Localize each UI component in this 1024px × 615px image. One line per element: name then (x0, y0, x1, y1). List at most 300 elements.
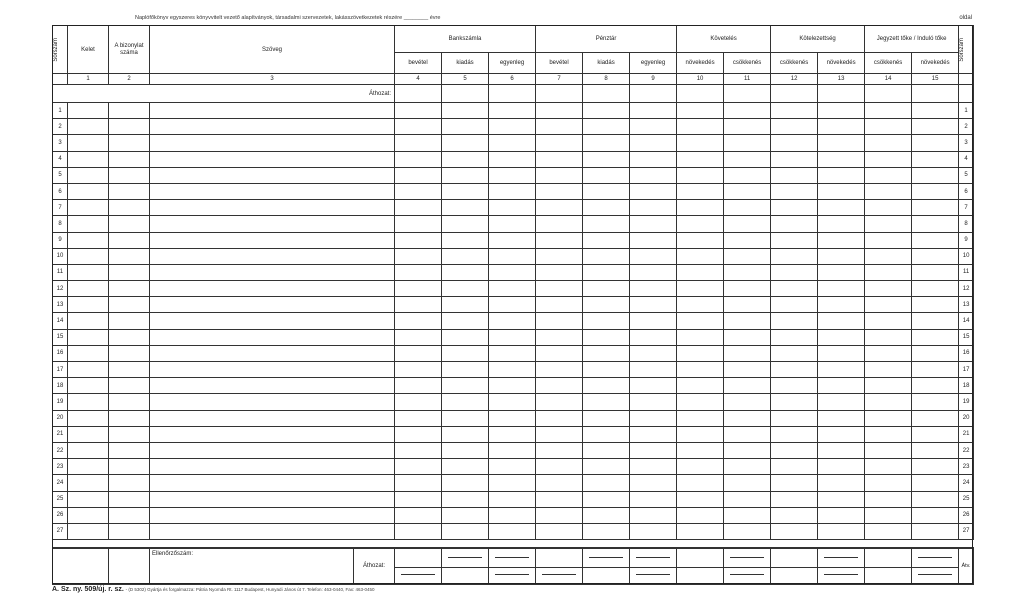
entry-cell[interactable] (818, 378, 865, 394)
entry-cell[interactable] (489, 329, 536, 345)
entry-cell[interactable] (395, 507, 442, 523)
entry-cell[interactable] (630, 410, 677, 426)
entry-cell[interactable] (583, 378, 630, 394)
total-cell[interactable] (912, 567, 959, 584)
entry-cell[interactable] (395, 216, 442, 232)
entry-cell[interactable] (724, 297, 771, 313)
entry-cell[interactable] (395, 523, 442, 539)
entry-cell[interactable] (583, 313, 630, 329)
entry-cell[interactable] (818, 248, 865, 264)
entry-cell[interactable] (489, 507, 536, 523)
entry-cell[interactable] (912, 523, 959, 539)
entry-cell[interactable] (912, 329, 959, 345)
entry-cell[interactable] (677, 281, 724, 297)
entry-cell[interactable] (677, 264, 724, 280)
check-cell[interactable] (442, 548, 489, 567)
entry-cell[interactable] (912, 248, 959, 264)
entry-cell[interactable] (677, 329, 724, 345)
entry-cell[interactable] (724, 378, 771, 394)
entry-cell[interactable] (442, 183, 489, 199)
entry-cell[interactable] (818, 313, 865, 329)
entry-cell[interactable] (442, 248, 489, 264)
entry-cell[interactable] (771, 135, 818, 151)
entry-cell[interactable] (677, 362, 724, 378)
entry-cell[interactable] (536, 167, 583, 183)
entry-cell[interactable] (536, 119, 583, 135)
entry-cell[interactable] (442, 442, 489, 458)
entry-cell[interactable] (68, 362, 109, 378)
entry-cell[interactable] (677, 491, 724, 507)
entry-cell[interactable] (724, 167, 771, 183)
total-cell[interactable] (630, 567, 677, 584)
athozat-cell[interactable] (865, 85, 912, 103)
entry-cell[interactable] (442, 119, 489, 135)
entry-cell[interactable] (865, 523, 912, 539)
entry-cell[interactable] (442, 313, 489, 329)
entry-cell[interactable] (912, 119, 959, 135)
entry-cell[interactable] (677, 507, 724, 523)
entry-cell[interactable] (150, 394, 395, 410)
entry-cell[interactable] (489, 378, 536, 394)
entry-cell[interactable] (912, 442, 959, 458)
entry-cell[interactable] (865, 167, 912, 183)
entry-cell[interactable] (395, 103, 442, 119)
entry-cell[interactable] (677, 135, 724, 151)
athozat-cell[interactable] (818, 85, 865, 103)
entry-cell[interactable] (395, 264, 442, 280)
total-cell[interactable] (442, 567, 489, 584)
entry-cell[interactable] (68, 297, 109, 313)
entry-cell[interactable] (395, 167, 442, 183)
entry-cell[interactable] (912, 103, 959, 119)
entry-cell[interactable] (583, 281, 630, 297)
entry-cell[interactable] (865, 491, 912, 507)
entry-cell[interactable] (583, 232, 630, 248)
entry-cell[interactable] (912, 426, 959, 442)
entry-cell[interactable] (583, 248, 630, 264)
entry-cell[interactable] (536, 378, 583, 394)
entry-cell[interactable] (583, 362, 630, 378)
entry-cell[interactable] (536, 491, 583, 507)
entry-cell[interactable] (865, 264, 912, 280)
entry-cell[interactable] (771, 523, 818, 539)
entry-cell[interactable] (109, 426, 150, 442)
entry-cell[interactable] (724, 183, 771, 199)
entry-cell[interactable] (150, 281, 395, 297)
entry-cell[interactable] (150, 426, 395, 442)
entry-cell[interactable] (536, 183, 583, 199)
entry-cell[interactable] (68, 135, 109, 151)
check-cell[interactable] (583, 548, 630, 567)
total-cell[interactable] (583, 567, 630, 584)
entry-cell[interactable] (150, 297, 395, 313)
entry-cell[interactable] (630, 362, 677, 378)
entry-cell[interactable] (583, 345, 630, 361)
entry-cell[interactable] (109, 459, 150, 475)
total-cell[interactable] (677, 567, 724, 584)
entry-cell[interactable] (677, 103, 724, 119)
entry-cell[interactable] (912, 410, 959, 426)
entry-cell[interactable] (677, 523, 724, 539)
check-cell[interactable] (677, 548, 724, 567)
entry-cell[interactable] (724, 345, 771, 361)
entry-cell[interactable] (677, 119, 724, 135)
entry-cell[interactable] (442, 200, 489, 216)
entry-cell[interactable] (818, 491, 865, 507)
entry-cell[interactable] (818, 394, 865, 410)
entry-cell[interactable] (630, 135, 677, 151)
entry-cell[interactable] (150, 523, 395, 539)
entry-cell[interactable] (724, 135, 771, 151)
entry-cell[interactable] (771, 329, 818, 345)
entry-cell[interactable] (677, 410, 724, 426)
entry-cell[interactable] (442, 264, 489, 280)
entry-cell[interactable] (489, 442, 536, 458)
entry-cell[interactable] (489, 297, 536, 313)
entry-cell[interactable] (912, 394, 959, 410)
entry-cell[interactable] (489, 426, 536, 442)
entry-cell[interactable] (109, 248, 150, 264)
entry-cell[interactable] (536, 200, 583, 216)
entry-cell[interactable] (536, 248, 583, 264)
entry-cell[interactable] (818, 329, 865, 345)
entry-cell[interactable] (442, 378, 489, 394)
entry-cell[interactable] (489, 151, 536, 167)
entry-cell[interactable] (912, 151, 959, 167)
entry-cell[interactable] (630, 491, 677, 507)
entry-cell[interactable] (771, 459, 818, 475)
entry-cell[interactable] (771, 248, 818, 264)
entry-cell[interactable] (724, 151, 771, 167)
entry-cell[interactable] (583, 167, 630, 183)
entry-cell[interactable] (630, 345, 677, 361)
entry-cell[interactable] (150, 491, 395, 507)
entry-cell[interactable] (912, 345, 959, 361)
entry-cell[interactable] (442, 167, 489, 183)
entry-cell[interactable] (150, 313, 395, 329)
entry-cell[interactable] (677, 216, 724, 232)
entry-cell[interactable] (442, 232, 489, 248)
entry-cell[interactable] (677, 232, 724, 248)
entry-cell[interactable] (865, 103, 912, 119)
entry-cell[interactable] (771, 426, 818, 442)
entry-cell[interactable] (630, 523, 677, 539)
entry-cell[interactable] (109, 103, 150, 119)
entry-cell[interactable] (395, 119, 442, 135)
entry-cell[interactable] (818, 410, 865, 426)
athozat-cell[interactable] (395, 85, 442, 103)
entry-cell[interactable] (583, 329, 630, 345)
entry-cell[interactable] (771, 362, 818, 378)
entry-cell[interactable] (865, 442, 912, 458)
entry-cell[interactable] (395, 151, 442, 167)
entry-cell[interactable] (109, 523, 150, 539)
entry-cell[interactable] (536, 216, 583, 232)
entry-cell[interactable] (442, 281, 489, 297)
entry-cell[interactable] (865, 410, 912, 426)
entry-cell[interactable] (395, 200, 442, 216)
entry-cell[interactable] (912, 264, 959, 280)
entry-cell[interactable] (818, 216, 865, 232)
entry-cell[interactable] (109, 119, 150, 135)
entry-cell[interactable] (489, 248, 536, 264)
total-cell[interactable] (536, 567, 583, 584)
entry-cell[interactable] (865, 119, 912, 135)
entry-cell[interactable] (630, 216, 677, 232)
entry-cell[interactable] (724, 394, 771, 410)
entry-cell[interactable] (68, 507, 109, 523)
entry-cell[interactable] (489, 135, 536, 151)
entry-cell[interactable] (150, 362, 395, 378)
athozat-cell[interactable] (630, 85, 677, 103)
entry-cell[interactable] (395, 475, 442, 491)
entry-cell[interactable] (109, 216, 150, 232)
entry-cell[interactable] (536, 345, 583, 361)
entry-cell[interactable] (150, 264, 395, 280)
entry-cell[interactable] (536, 410, 583, 426)
entry-cell[interactable] (68, 345, 109, 361)
check-cell[interactable] (724, 548, 771, 567)
entry-cell[interactable] (818, 459, 865, 475)
entry-cell[interactable] (109, 362, 150, 378)
entry-cell[interactable] (724, 410, 771, 426)
entry-cell[interactable] (489, 216, 536, 232)
entry-cell[interactable] (583, 119, 630, 135)
entry-cell[interactable] (109, 264, 150, 280)
entry-cell[interactable] (630, 329, 677, 345)
entry-cell[interactable] (489, 119, 536, 135)
entry-cell[interactable] (395, 459, 442, 475)
entry-cell[interactable] (724, 491, 771, 507)
entry-cell[interactable] (109, 394, 150, 410)
entry-cell[interactable] (109, 135, 150, 151)
entry-cell[interactable] (150, 151, 395, 167)
entry-cell[interactable] (489, 459, 536, 475)
entry-cell[interactable] (865, 507, 912, 523)
entry-cell[interactable] (677, 378, 724, 394)
entry-cell[interactable] (442, 362, 489, 378)
entry-cell[interactable] (109, 329, 150, 345)
entry-cell[interactable] (583, 507, 630, 523)
entry-cell[interactable] (583, 183, 630, 199)
entry-cell[interactable] (818, 119, 865, 135)
entry-cell[interactable] (150, 119, 395, 135)
entry-cell[interactable] (395, 232, 442, 248)
entry-cell[interactable] (818, 362, 865, 378)
entry-cell[interactable] (865, 216, 912, 232)
entry-cell[interactable] (630, 151, 677, 167)
entry-cell[interactable] (536, 523, 583, 539)
entry-cell[interactable] (630, 167, 677, 183)
entry-cell[interactable] (150, 167, 395, 183)
entry-cell[interactable] (583, 297, 630, 313)
entry-cell[interactable] (912, 507, 959, 523)
entry-cell[interactable] (442, 507, 489, 523)
entry-cell[interactable] (536, 264, 583, 280)
entry-cell[interactable] (68, 378, 109, 394)
check-cell[interactable] (865, 548, 912, 567)
entry-cell[interactable] (677, 394, 724, 410)
entry-cell[interactable] (395, 362, 442, 378)
entry-cell[interactable] (442, 216, 489, 232)
entry-cell[interactable] (583, 426, 630, 442)
total-cell[interactable] (724, 567, 771, 584)
entry-cell[interactable] (630, 507, 677, 523)
entry-cell[interactable] (724, 362, 771, 378)
athozat-cell[interactable] (489, 85, 536, 103)
entry-cell[interactable] (771, 378, 818, 394)
entry-cell[interactable] (583, 264, 630, 280)
check-cell[interactable] (912, 548, 959, 567)
entry-cell[interactable] (395, 410, 442, 426)
check-cell[interactable] (630, 548, 677, 567)
entry-cell[interactable] (109, 507, 150, 523)
entry-cell[interactable] (442, 426, 489, 442)
entry-cell[interactable] (677, 426, 724, 442)
entry-cell[interactable] (818, 507, 865, 523)
entry-cell[interactable] (677, 167, 724, 183)
entry-cell[interactable] (630, 426, 677, 442)
entry-cell[interactable] (395, 281, 442, 297)
entry-cell[interactable] (150, 183, 395, 199)
athozat-cell[interactable] (912, 85, 959, 103)
entry-cell[interactable] (442, 410, 489, 426)
entry-cell[interactable] (865, 135, 912, 151)
entry-cell[interactable] (68, 475, 109, 491)
entry-cell[interactable] (489, 200, 536, 216)
entry-cell[interactable] (536, 329, 583, 345)
entry-cell[interactable] (109, 183, 150, 199)
total-cell[interactable] (818, 567, 865, 584)
entry-cell[interactable] (150, 248, 395, 264)
entry-cell[interactable] (677, 313, 724, 329)
entry-cell[interactable] (442, 523, 489, 539)
entry-cell[interactable] (724, 216, 771, 232)
entry-cell[interactable] (818, 232, 865, 248)
check-cell[interactable] (818, 548, 865, 567)
entry-cell[interactable] (395, 313, 442, 329)
entry-cell[interactable] (489, 491, 536, 507)
entry-cell[interactable] (771, 491, 818, 507)
entry-cell[interactable] (677, 345, 724, 361)
entry-cell[interactable] (109, 345, 150, 361)
entry-cell[interactable] (442, 297, 489, 313)
entry-cell[interactable] (771, 103, 818, 119)
entry-cell[interactable] (912, 216, 959, 232)
entry-cell[interactable] (395, 183, 442, 199)
entry-cell[interactable] (865, 378, 912, 394)
entry-cell[interactable] (583, 216, 630, 232)
entry-cell[interactable] (109, 475, 150, 491)
entry-cell[interactable] (865, 151, 912, 167)
total-cell[interactable] (771, 567, 818, 584)
entry-cell[interactable] (68, 200, 109, 216)
check-cell[interactable] (536, 548, 583, 567)
entry-cell[interactable] (724, 200, 771, 216)
entry-cell[interactable] (630, 264, 677, 280)
entry-cell[interactable] (68, 248, 109, 264)
entry-cell[interactable] (818, 475, 865, 491)
entry-cell[interactable] (442, 345, 489, 361)
entry-cell[interactable] (818, 183, 865, 199)
entry-cell[interactable] (677, 459, 724, 475)
entry-cell[interactable] (865, 426, 912, 442)
entry-cell[interactable] (771, 200, 818, 216)
entry-cell[interactable] (677, 442, 724, 458)
entry-cell[interactable] (865, 200, 912, 216)
entry-cell[interactable] (865, 475, 912, 491)
entry-cell[interactable] (109, 410, 150, 426)
entry-cell[interactable] (68, 426, 109, 442)
entry-cell[interactable] (771, 119, 818, 135)
entry-cell[interactable] (771, 410, 818, 426)
entry-cell[interactable] (630, 394, 677, 410)
entry-cell[interactable] (912, 135, 959, 151)
athozat-cell[interactable] (677, 85, 724, 103)
entry-cell[interactable] (818, 135, 865, 151)
entry-cell[interactable] (818, 426, 865, 442)
total-cell[interactable] (395, 567, 442, 584)
entry-cell[interactable] (150, 410, 395, 426)
entry-cell[interactable] (395, 135, 442, 151)
entry-cell[interactable] (583, 394, 630, 410)
entry-cell[interactable] (68, 394, 109, 410)
entry-cell[interactable] (771, 507, 818, 523)
entry-cell[interactable] (724, 442, 771, 458)
entry-cell[interactable] (677, 183, 724, 199)
entry-cell[interactable] (68, 491, 109, 507)
entry-cell[interactable] (536, 151, 583, 167)
entry-cell[interactable] (818, 167, 865, 183)
entry-cell[interactable] (442, 103, 489, 119)
entry-cell[interactable] (724, 475, 771, 491)
entry-cell[interactable] (536, 232, 583, 248)
entry-cell[interactable] (109, 491, 150, 507)
entry-cell[interactable] (724, 426, 771, 442)
entry-cell[interactable] (912, 491, 959, 507)
entry-cell[interactable] (771, 297, 818, 313)
entry-cell[interactable] (489, 183, 536, 199)
entry-cell[interactable] (150, 378, 395, 394)
entry-cell[interactable] (724, 523, 771, 539)
entry-cell[interactable] (724, 459, 771, 475)
total-cell[interactable] (489, 567, 536, 584)
entry-cell[interactable] (536, 362, 583, 378)
entry-cell[interactable] (583, 459, 630, 475)
entry-cell[interactable] (630, 459, 677, 475)
entry-cell[interactable] (109, 151, 150, 167)
entry-cell[interactable] (818, 297, 865, 313)
entry-cell[interactable] (583, 491, 630, 507)
entry-cell[interactable] (489, 345, 536, 361)
entry-cell[interactable] (724, 232, 771, 248)
entry-cell[interactable] (442, 329, 489, 345)
entry-cell[interactable] (150, 329, 395, 345)
entry-cell[interactable] (68, 151, 109, 167)
entry-cell[interactable] (771, 264, 818, 280)
entry-cell[interactable] (818, 103, 865, 119)
entry-cell[interactable] (68, 103, 109, 119)
entry-cell[interactable] (395, 248, 442, 264)
check-cell[interactable] (395, 548, 442, 567)
entry-cell[interactable] (536, 459, 583, 475)
entry-cell[interactable] (771, 281, 818, 297)
entry-cell[interactable] (583, 135, 630, 151)
entry-cell[interactable] (865, 248, 912, 264)
entry-cell[interactable] (150, 216, 395, 232)
entry-cell[interactable] (536, 394, 583, 410)
entry-cell[interactable] (912, 475, 959, 491)
